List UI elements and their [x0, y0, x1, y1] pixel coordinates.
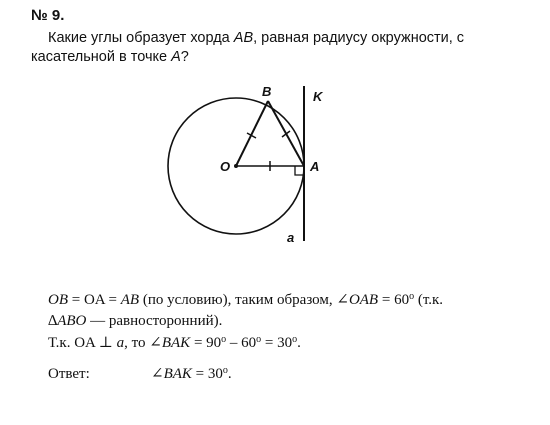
solution-line-3: Т.к. OA ⊥ a, то ∠BAK = $90^o - 60^o = 30^o$.: [48, 334, 301, 351]
point-o: [234, 164, 238, 168]
solution-line-1: OB = OA = AB (по условию), таким образом, ∠OAB = $60^o$ (т.к.: [48, 291, 444, 308]
question-line-1: Какие углы образует хорда AB, равная радиусу окружности, с: [48, 30, 465, 46]
question-line-2: касательной в точке A?: [31, 49, 189, 65]
right-angle-mark: [295, 166, 304, 175]
label-o: O: [220, 159, 231, 174]
label-a-line: a: [287, 230, 295, 245]
problem-number: № 9.: [31, 7, 65, 24]
label-b: B: [262, 84, 272, 99]
answer-value: ∠BAK = $30^o$.: [151, 365, 232, 382]
label-a-point: A: [310, 159, 320, 174]
radius-ob: [236, 101, 268, 166]
solution-line-2: ∆ABO — равносторонний).: [48, 313, 223, 329]
answer-label: Ответ:: [48, 366, 90, 382]
label-k: K: [313, 89, 323, 104]
